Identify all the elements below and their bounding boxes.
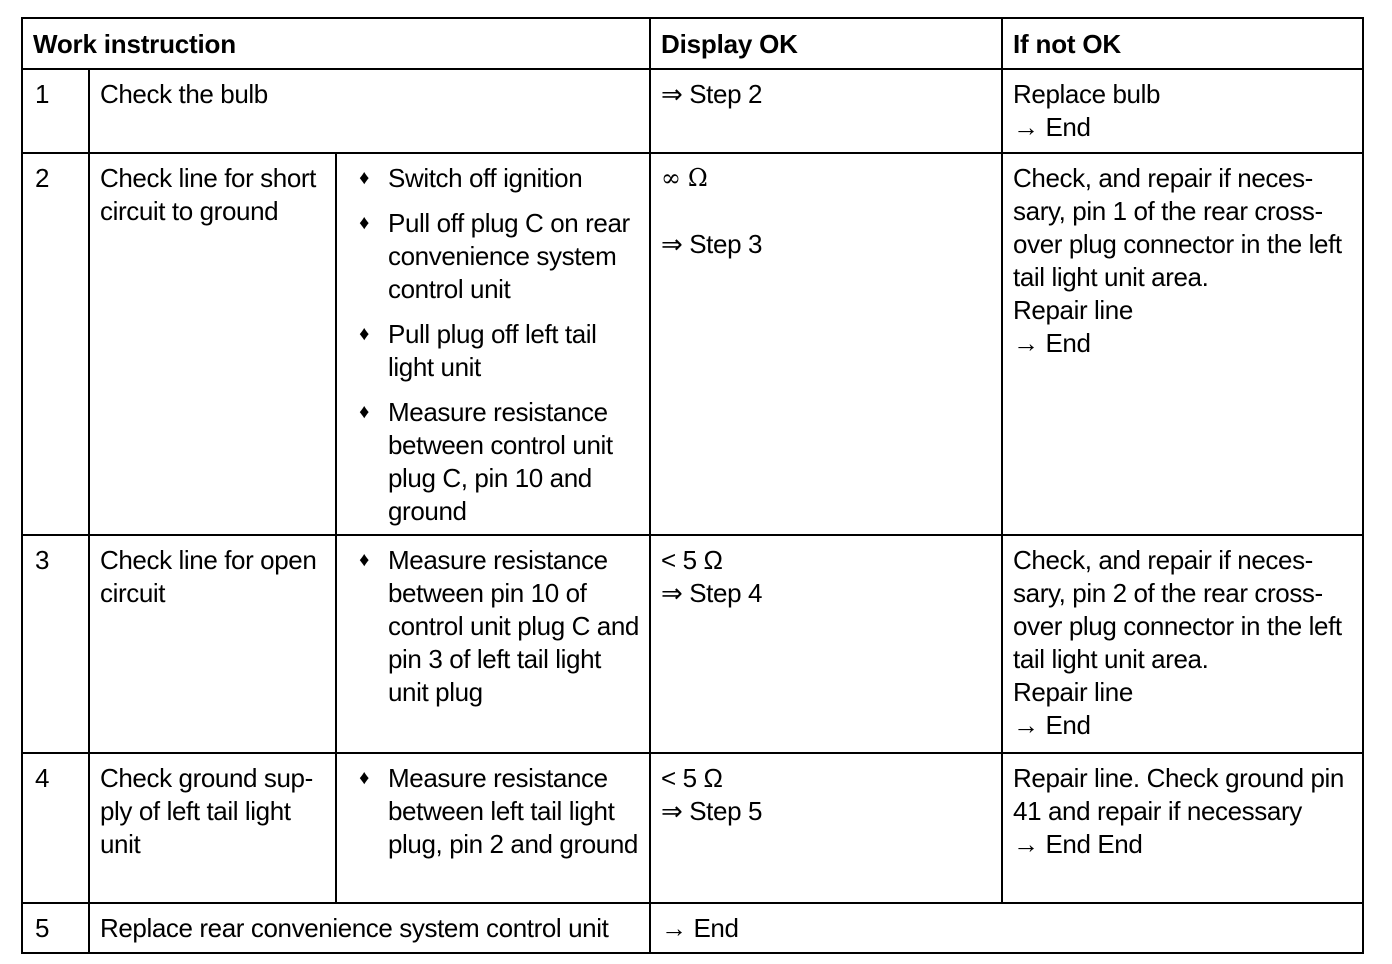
step-number: 5 [22, 903, 89, 953]
table-header-row [22, 18, 1363, 69]
step-task: Replace rear convenience system control unit [89, 903, 650, 953]
diamond-bullet-icon: ♦ [359, 212, 369, 234]
if-not-ok-line: Replace bulb [1013, 79, 1161, 109]
if-not-ok-line: → End [1013, 328, 1091, 358]
instruction-list [347, 762, 639, 861]
step-number: 4 [22, 753, 89, 903]
table-row [22, 903, 1363, 953]
if-not-ok-line: Repair line [1013, 677, 1133, 707]
display-ok-line: ∞ Ω [661, 164, 708, 192]
if-not-ok-line: → End [1013, 710, 1091, 740]
if-not-ok-line: → End End [1013, 829, 1143, 859]
header-if-not-ok: If not OK [1002, 18, 1363, 69]
spacer [661, 195, 991, 228]
diamond-bullet-icon: ♦ [359, 549, 369, 571]
if-not-ok-cell [1002, 753, 1363, 903]
display-ok-cell [650, 153, 1002, 535]
display-ok-line: ⇒ Step 4 [661, 578, 763, 608]
step-number: 3 [22, 535, 89, 753]
list-item [347, 162, 639, 195]
instructions-cell [336, 753, 650, 903]
display-ok-cell [650, 753, 1002, 903]
step-task: Check line for open circuit [89, 535, 336, 753]
if-not-ok-line: Check, and repair if neces-sary, pin 1 of the rear cross-over plug connector in the left tail light unit area. [1013, 163, 1342, 292]
list-item [347, 396, 639, 528]
display-ok-line: ⇒ Step 2 [661, 79, 763, 109]
diamond-bullet-icon: ♦ [359, 167, 369, 189]
display-ok-line: ⇒ Step 3 [661, 229, 763, 259]
instructions-cell [336, 153, 650, 535]
instruction-text: Measure resistance between pin 10 of control unit plug C and pin 3 of left tail light unit plug [388, 545, 639, 707]
instruction-text: Measure resistance between control unit plug C, pin 10 and ground [388, 397, 613, 526]
display-ok-line: ⇒ Step 5 [661, 796, 763, 826]
if-not-ok-cell [1002, 535, 1363, 753]
diamond-bullet-icon: ♦ [359, 401, 369, 423]
list-item [347, 207, 639, 306]
if-not-ok-cell [1002, 69, 1363, 153]
if-not-ok-line: Repair line. Check ground pin 41 and repair if necessary [1013, 763, 1344, 826]
diamond-bullet-icon: ♦ [359, 323, 369, 345]
diamond-bullet-icon: ♦ [359, 767, 369, 789]
display-ok-cell [650, 903, 1363, 953]
step-number: 1 [22, 69, 89, 153]
step-number: 2 [22, 153, 89, 535]
display-ok-line: < 5 Ω [661, 545, 723, 575]
display-ok-line: < 5 Ω [661, 763, 723, 793]
table-row [22, 535, 1363, 753]
display-ok-line: → End [661, 913, 739, 943]
instruction-text: Pull off plug C on rear convenience system control unit [388, 208, 630, 304]
instruction-text: Switch off ignition [388, 163, 583, 193]
table-row [22, 69, 1363, 153]
step-task: Check line for short circuit to ground [89, 153, 336, 535]
if-not-ok-line: Repair line [1013, 295, 1133, 325]
step-task: Check the bulb [89, 69, 650, 153]
instruction-list [347, 162, 639, 528]
display-ok-cell [650, 535, 1002, 753]
list-item [347, 762, 639, 861]
list-item [347, 318, 639, 384]
list-item [347, 544, 639, 709]
table-row [22, 753, 1363, 903]
header-display-ok: Display OK [650, 18, 1002, 69]
instruction-list [347, 544, 639, 709]
if-not-ok-line: → End [1013, 112, 1091, 142]
table-row [22, 153, 1363, 535]
instruction-text: Measure resistance between left tail light plug, pin 2 and ground [388, 763, 638, 859]
step-task: Check ground sup-ply of left tail light unit [89, 753, 336, 903]
if-not-ok-line: Check, and repair if neces-sary, pin 2 of the rear cross-over plug connector in the left tail light unit area. [1013, 545, 1342, 674]
display-ok-cell [650, 69, 1002, 153]
work-instruction-table [21, 17, 1364, 954]
instruction-text: Pull plug off left tail light unit [388, 319, 597, 382]
header-work-instruction: Work instruction [22, 18, 650, 69]
instructions-cell [336, 535, 650, 753]
if-not-ok-cell [1002, 153, 1363, 535]
